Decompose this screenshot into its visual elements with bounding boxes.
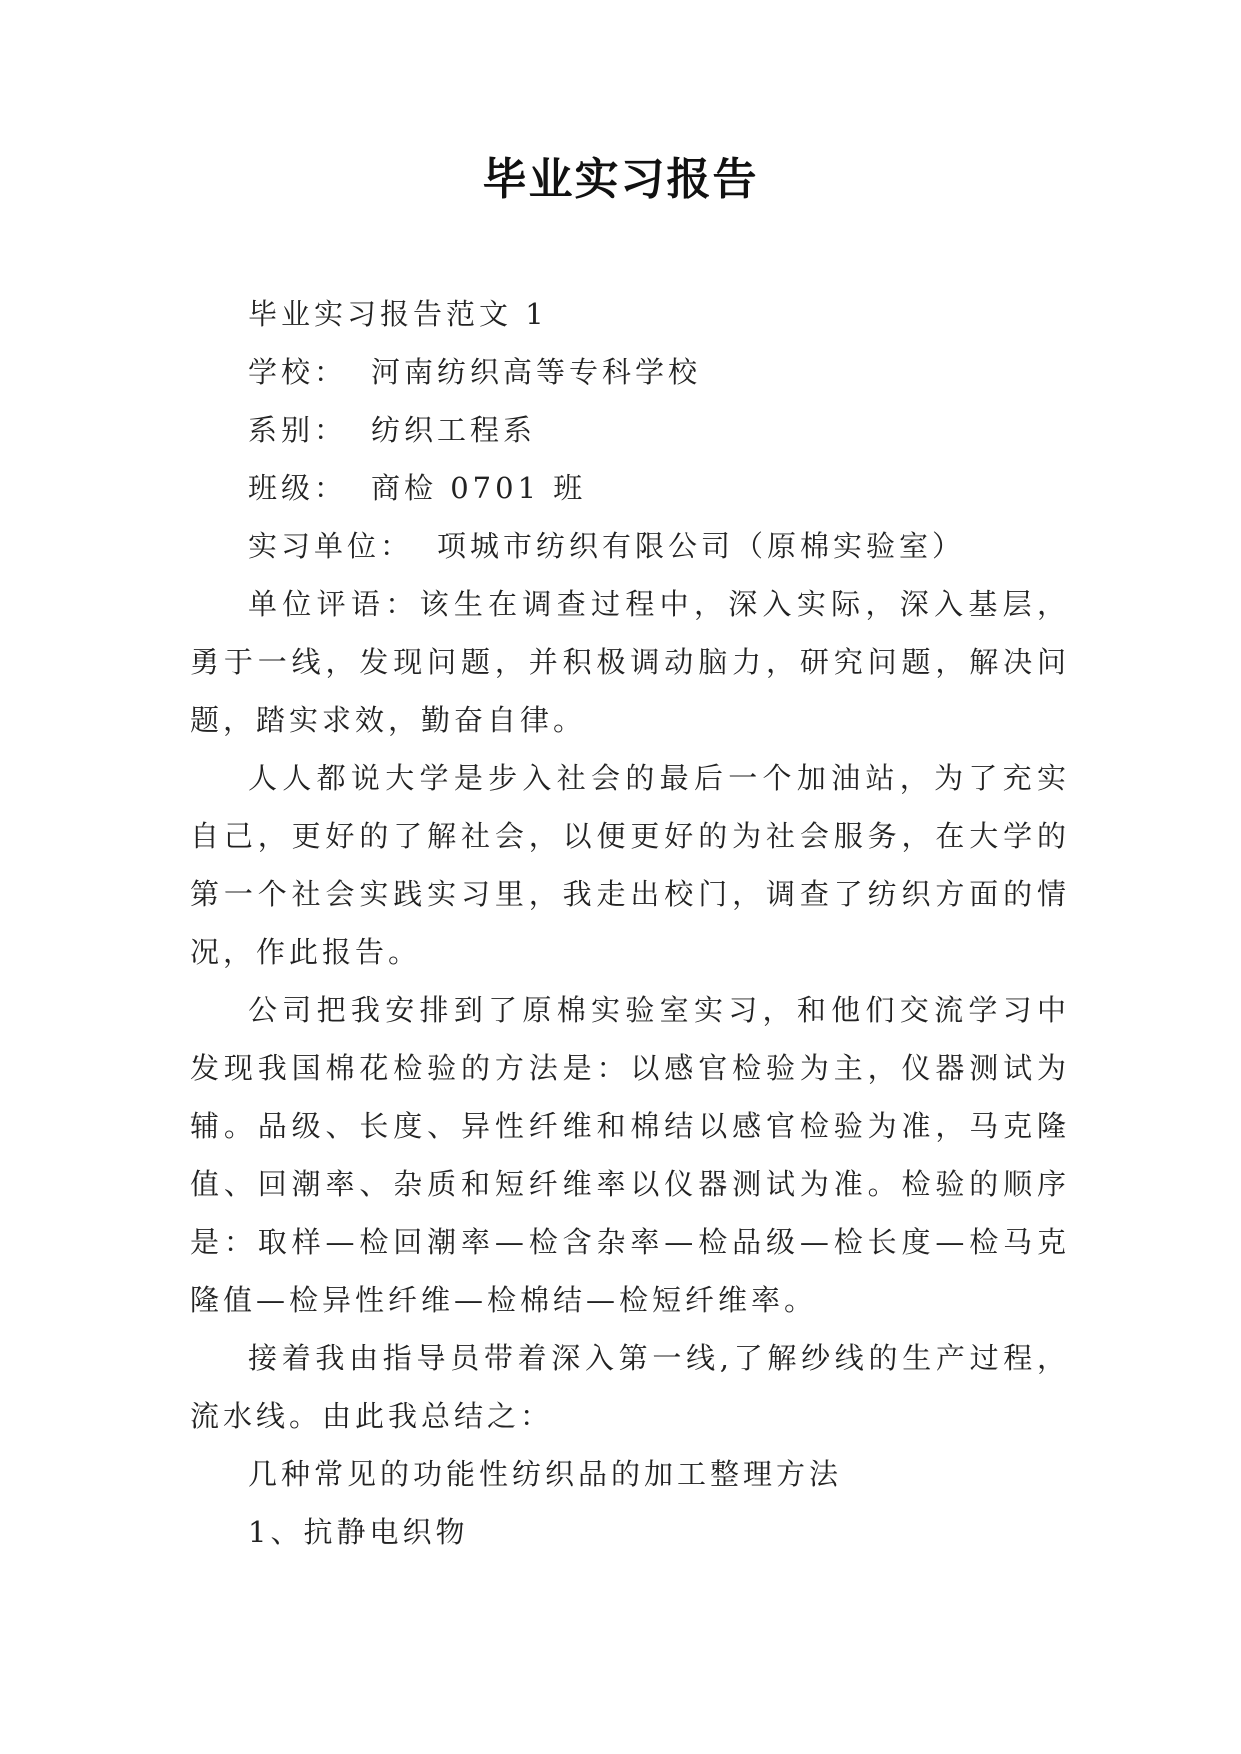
- paragraph-intro: 人人都说大学是步入社会的最后一个加油站，为了充实自己，更好的了解社会，以便更好的为社会服务，在大学的第一个社会实践实习里，我走出校门，调查了纺织方面的情况，作此报告。: [190, 761, 1070, 969]
- field-value: 纺织工程系: [371, 413, 537, 447]
- section-heading-functional-textiles: 几种常见的功能性纺织品的加工整理方法: [248, 1457, 843, 1491]
- document-title: 毕业实习报告: [482, 154, 759, 205]
- field-label: 实习单位：: [248, 529, 414, 563]
- list-item-antistatic: 1、抗静电织物: [248, 1515, 469, 1549]
- field-internship-unit: [190, 517, 1070, 575]
- field-department: [190, 401, 1070, 459]
- paragraph-production-line: 接着我由指导员带着深入第一线,了解纱线的生产过程，流水线。由此我总结之：: [190, 1341, 1070, 1433]
- field-value: 商检 0701 班: [371, 471, 587, 505]
- document-body: [190, 285, 1070, 1561]
- paragraph-cotton-testing: 公司把我安排到了原棉实验室实习，和他们交流学习中发现我国棉花检验的方法是：以感官检验为主，仪器测试为辅。品级、长度、异性纤维和棉结以感官检验为准，马克隆值、回潮率、杂质和短纤维率以仪器测试为准。检验的顺序是：取样—检回潮率—检含杂率—检品级—检长度—检马克隆值—检异性纤维—检棉结—检短纤维率。: [190, 993, 1070, 1317]
- field-value: 河南纺织高等专科学校: [371, 355, 702, 389]
- field-value: 项城市纺织有限公司（原棉实验室）: [437, 529, 966, 563]
- document-subtitle: 毕业实习报告范文 1: [248, 297, 548, 331]
- field-label: 班级：: [248, 471, 348, 505]
- field-label: 系别：: [248, 413, 348, 447]
- paragraph-unit-comment: 单位评语：该生在调查过程中，深入实际，深入基层，勇于一线，发现问题，并积极调动脑力，研究问题，解决问题，踏实求效，勤奋自律。: [190, 587, 1070, 737]
- field-label: 学校：: [248, 355, 348, 389]
- field-class: [190, 459, 1070, 517]
- field-school: [190, 343, 1070, 401]
